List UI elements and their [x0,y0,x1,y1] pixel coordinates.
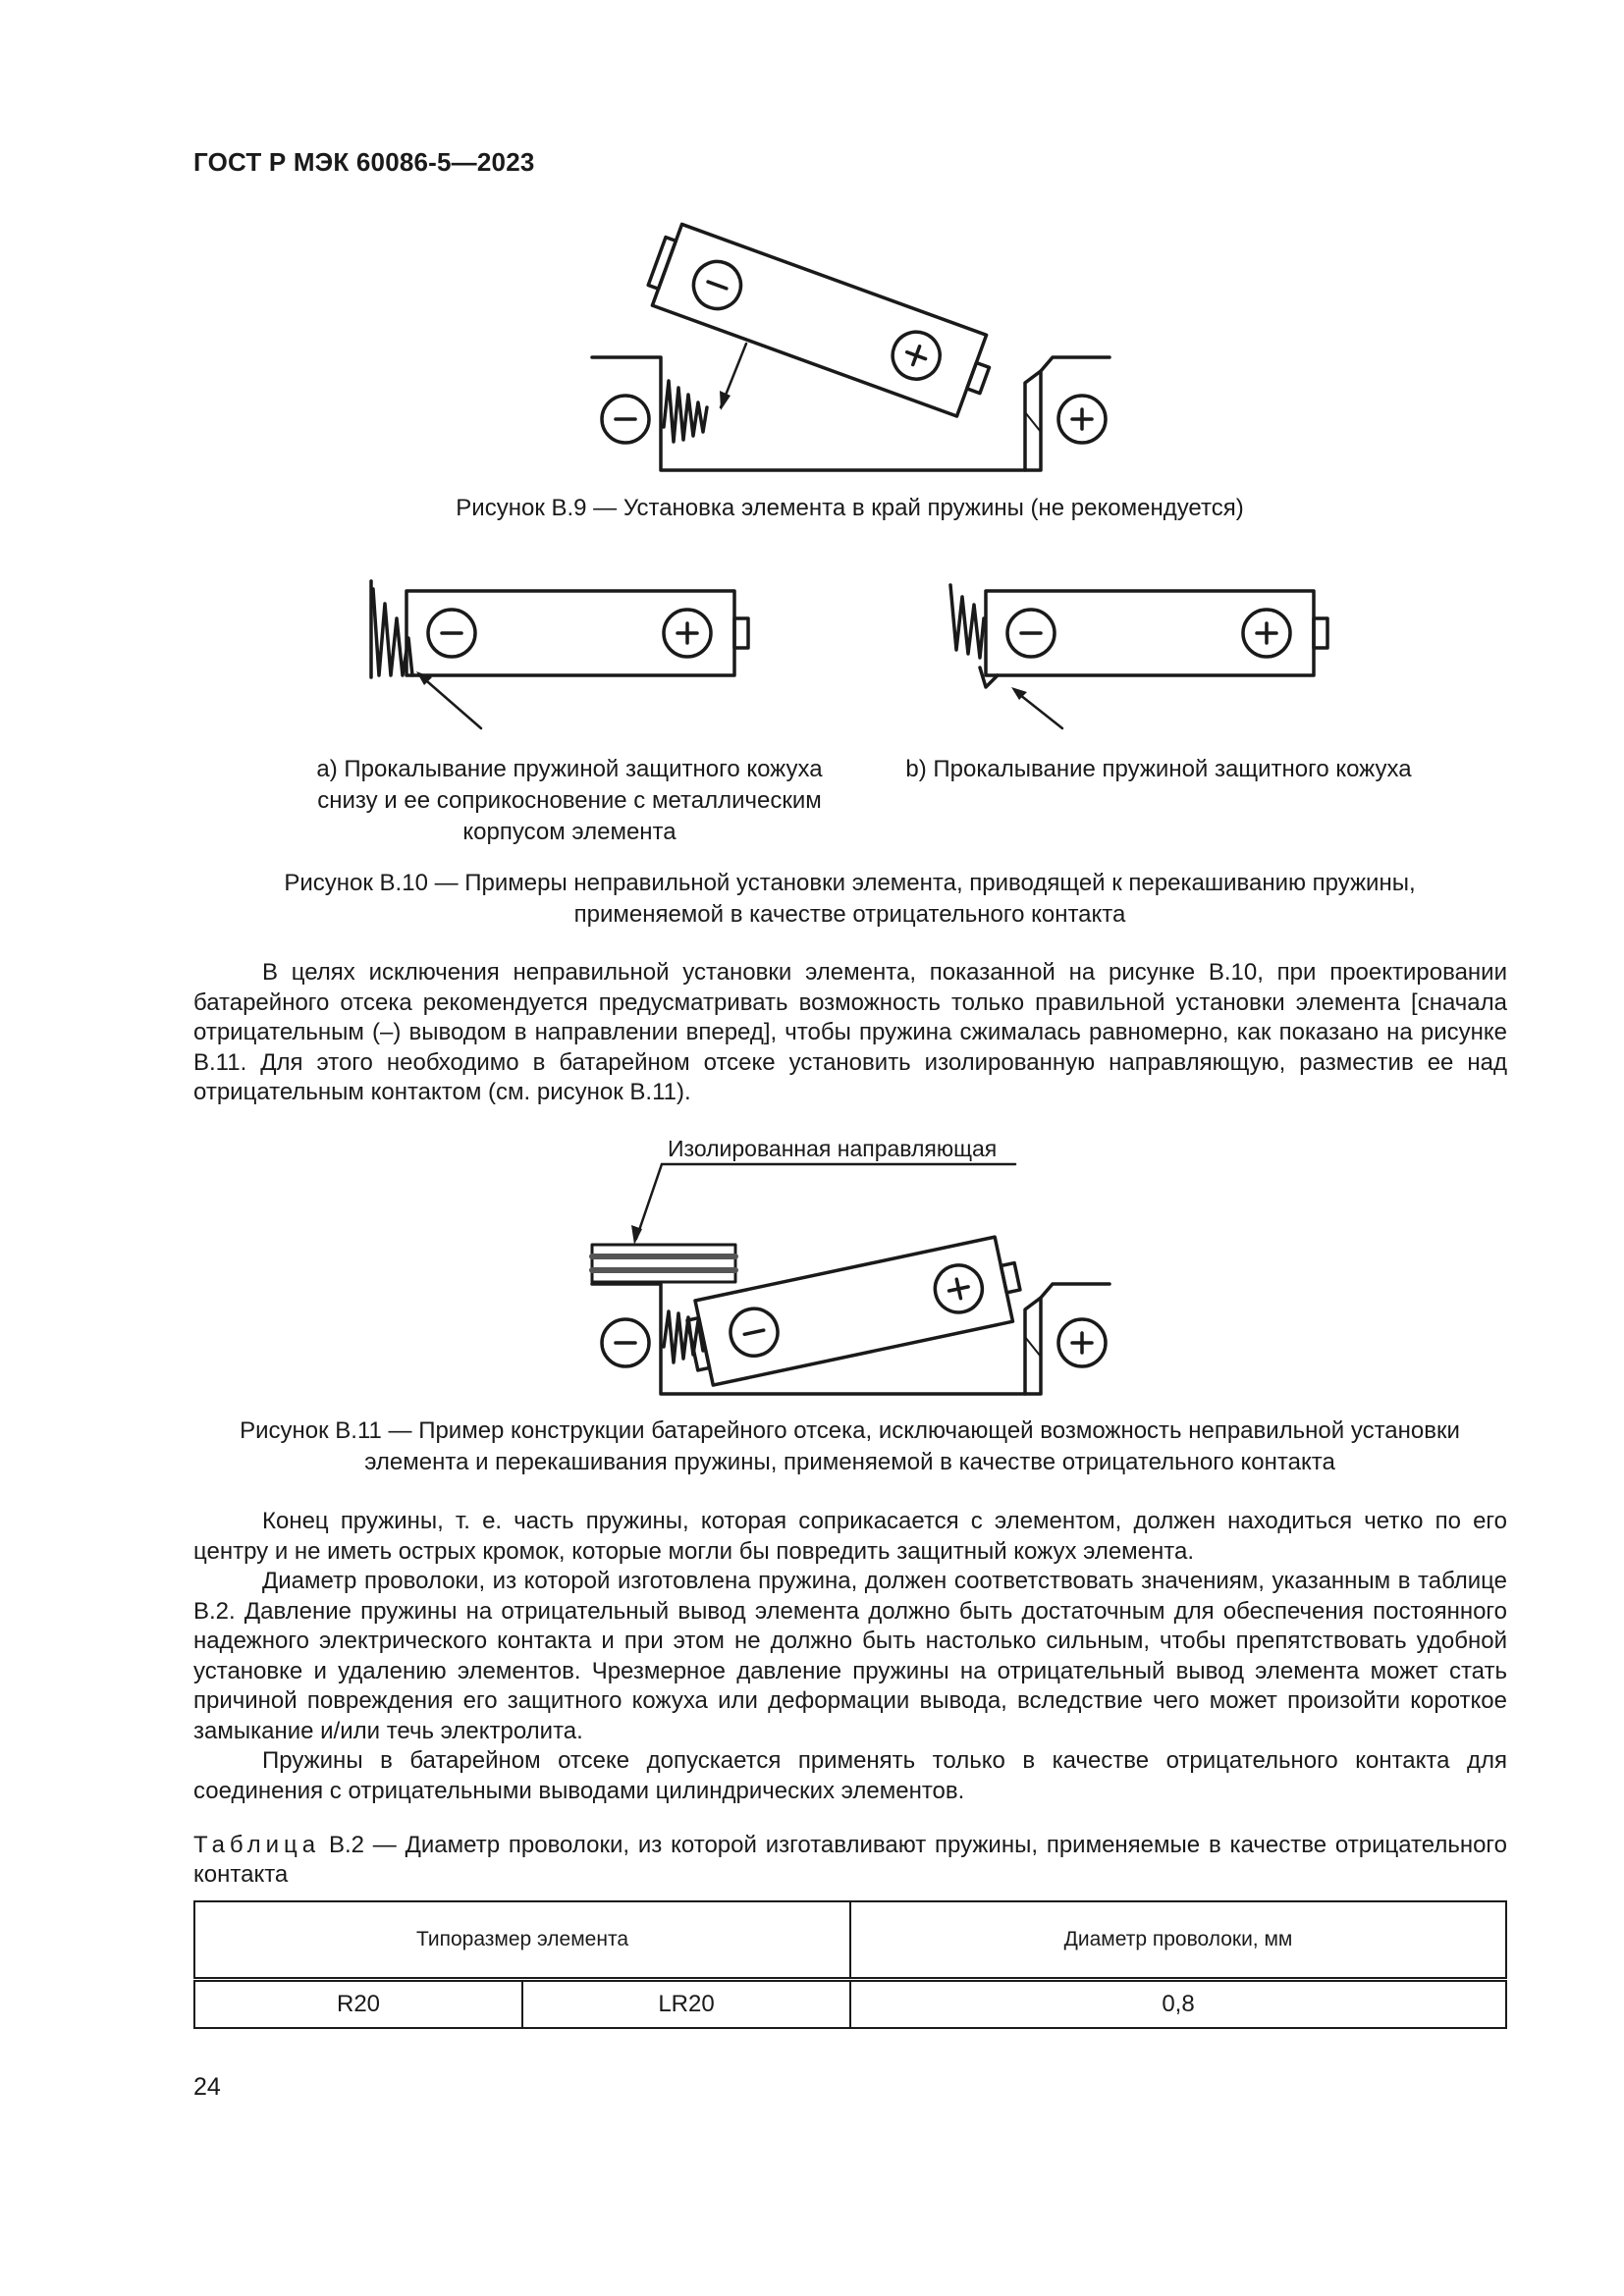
table-header-row [194,1901,1506,1980]
figure-b9-caption: Рисунок В.9 — Установка элемента в край пружины (не рекомендуется) [456,495,1244,521]
figure-b10b-subcaption: b) Прокалывание пружиной защитного кожуха [905,756,1412,782]
table-b2-title-prefix: Таблица [193,1832,321,1858]
document-header: ГОСТ Р МЭК 60086-5—2023 [193,147,535,177]
table-b2-title-rest: В.2 — Диаметр проволоки, из которой изготавливают пружины, применяемые в качестве отрицательного контакта [193,1832,1507,1888]
subcaption-a-line-2: снизу и ее соприкосновение с металлическим [317,787,822,814]
figure-b11-caption [193,1415,1506,1478]
table-cell-diameter: 0,8 [850,1980,1506,2029]
table-b2-title [193,1831,1507,1890]
guide-label: Изолированная направляющая [668,1136,998,1161]
paragraph-3: Диаметр проволоки, из которой изготовлена пружина, должен соответствовать значениям, указанным в таблице В.2. Давление пружины на отрицательный вывод элемента должно быть достаточным для обеспечения постоянного надежного электрического контакта и при этом не должно быть настолько сильным, чтобы препятствовать удобной установке и удалению элементов. Чрезмерное давление пружины на отрицательный вывод элемента может стать причиной повреждения его защитного кожуха или деформации вывода, вследствие чего может произойти короткое замыкание и/или течь электролита. [193,1568,1507,1744]
table-b2 [193,1900,1507,2029]
subcaption-a-line-1: a) Прокалывание пружиной защитного кожуха [316,756,823,782]
page-number: 24 [193,2073,221,2101]
subcaption-a-line-3: корпусом элемента [462,819,677,845]
table-row [194,1980,1506,2029]
paragraph-2: Конец пружины, т. е. часть пружины, которая соприкасается с элементом, должен находиться четко по его центру и не иметь острых кромок, которые могли бы повредить защитный кожух элемента. [193,1508,1507,1565]
table-cell-size-2: LR20 [522,1980,850,2029]
table-header-size: Типоразмер элемента [194,1901,850,1980]
paragraph-4: Пружины в батарейном отсеке допускается применять только в качестве отрицательного контакта для соединения с отрицательными выводами цилиндрических элементов. [193,1747,1507,1804]
table-header-diameter: Диаметр проволоки, мм [850,1901,1506,1980]
figure-b10-caption-line-1: Рисунок В.10 — Примеры неправильной установки элемента, приводящей к перекашиванию пружины, [284,870,1416,896]
table-cell-size-1: R20 [194,1980,522,2029]
figure-b11-caption-line-2: элемента и перекашивания пружины, применяемой в качестве отрицательного контакта [364,1449,1335,1475]
body-text [193,1507,1507,1806]
figure-b10-caption-line-2: применяемой в качестве отрицательного контакта [573,901,1126,928]
paragraph-1-text: В целях исключения неправильной установки элемента, показанной на рисунке В.10, при проектировании батарейного отсека рекомендуется предусматривать возможность только правильной установки элемента [сначала отрицательным (–) выводом в направлении вперед], чтобы пружина сжималась равномерно, как показано на рисунке В.11. Для этого необходимо в батарейном отсеке установить изолированную направляющую, разместив ее над отрицательным контактом (см. рисунок В.11). [193,959,1507,1105]
figure-b11-caption-line-1: Рисунок В.11 — Пример конструкции батарейного отсека, исключающей возможность неправильной установки [240,1417,1460,1444]
